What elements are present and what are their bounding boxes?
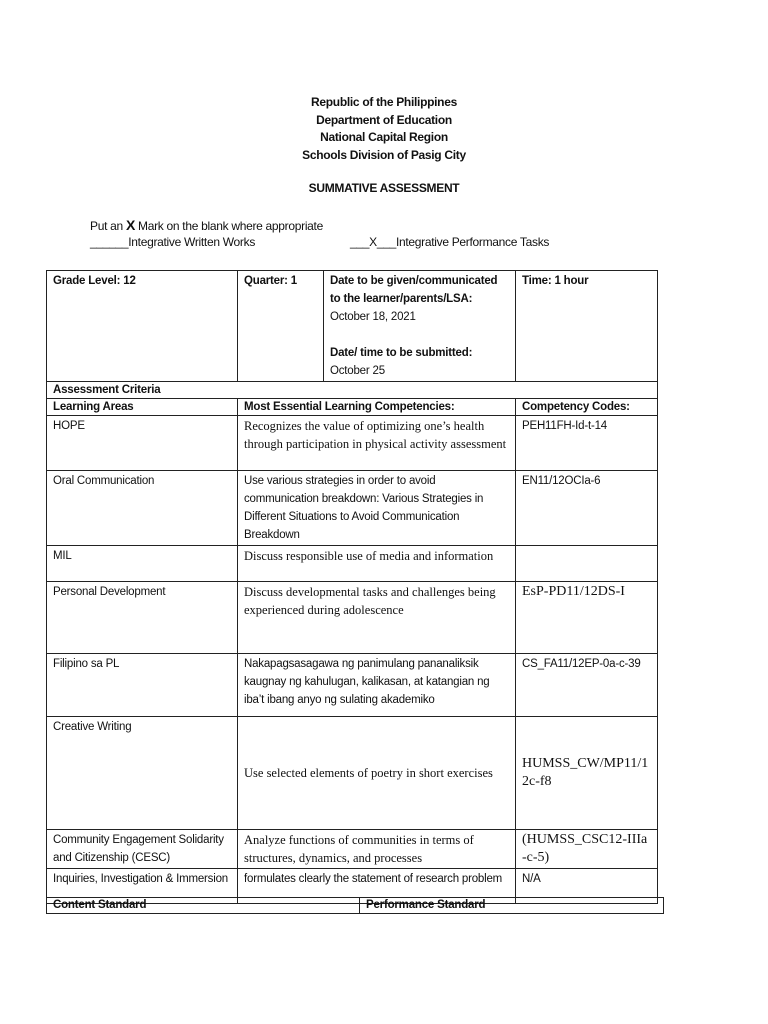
header-line-3: National Capital Region xyxy=(320,130,448,144)
date-label: Date to be given/communicated to the learner/parents/LSA: xyxy=(330,275,498,305)
codes-header: Competency Codes: xyxy=(516,399,658,416)
learning-area-cell: HOPE xyxy=(47,416,238,471)
competency-code-cell xyxy=(516,546,658,582)
learning-area-cell: MIL xyxy=(47,546,238,582)
option-performance-blank: ___X___ xyxy=(350,235,396,249)
competency-cell: Use various strategies in order to avoid communication breakdown: Various Strategies in Different Situations to Avoid Communication Breakdown xyxy=(238,471,516,546)
table-row xyxy=(47,546,658,582)
option-written-label: Integrative Written Works xyxy=(128,235,256,249)
option-performance-tasks xyxy=(350,235,549,249)
competencies-header: Most Essential Learning Competencies: xyxy=(238,399,516,416)
submit-label: Date/ time to be submitted: xyxy=(330,347,473,359)
option-written-blank: ______ xyxy=(90,235,129,249)
option-written-works xyxy=(90,235,255,249)
competency-code-cell: N/A xyxy=(516,869,658,904)
date-value: October 18, 2021 xyxy=(330,311,416,323)
learning-area-cell: Oral Communication xyxy=(47,471,238,546)
document-title: SUMMATIVE ASSESSMENT xyxy=(308,181,460,195)
competency-code-cell: EsP-PD11/12DS-I xyxy=(516,582,658,654)
table-row xyxy=(47,416,658,471)
competency-cell: Nakapagsasagawa ng panimulang pananaliksik kaugnay ng kahulugan, kalikasan, at katangian ng iba’t ibang anyo ng sulating akademiko xyxy=(238,654,516,717)
competency-cell: Use selected elements of poetry in short exercises xyxy=(238,717,516,830)
time-cell: Time: 1 hour xyxy=(516,271,658,382)
standards-row xyxy=(47,898,664,914)
submit-value: October 25 xyxy=(330,365,385,377)
header-line-1: Republic of the Philippines xyxy=(311,95,457,109)
competency-code-cell: HUMSS_CW/MP11/12c-f8 xyxy=(516,717,658,830)
content-standard-cell: Content Standard xyxy=(47,898,360,914)
header-line-4: Schools Division of Pasig City xyxy=(302,147,466,162)
competency-cell: Discuss responsible use of media and information xyxy=(238,546,516,582)
assessment-table xyxy=(46,270,658,904)
competency-code-cell: (HUMSS_CSC12-IIIa-c-5) xyxy=(516,830,658,869)
competency-cell: Analyze functions of communities in terms of structures, dynamics, and processes xyxy=(238,830,516,869)
assessment-criteria-cell: Assessment Criteria xyxy=(47,382,658,399)
performance-standard-cell: Performance Standard xyxy=(360,898,664,914)
instruction-line xyxy=(90,217,323,233)
assessment-criteria-row xyxy=(47,382,658,399)
learning-area-cell: Creative Writing xyxy=(47,717,238,830)
learning-area-cell: Community Engagement Solidarity and Citizenship (CESC) xyxy=(47,830,238,869)
competency-cell: Discuss developmental tasks and challenges being experienced during adolescence xyxy=(238,582,516,654)
competency-code-cell: CS_FA11/12EP-0a-c-39 xyxy=(516,654,658,717)
instruction-post: Mark on the blank where appropriate xyxy=(134,219,323,233)
learning-area-cell: Personal Development xyxy=(47,582,238,654)
competency-code-cell: EN11/12OCIa-6 xyxy=(516,471,658,546)
grade-level-cell: Grade Level: 12 xyxy=(47,271,238,382)
table-row xyxy=(47,830,658,869)
document-header xyxy=(0,94,768,164)
competency-cell: formulates clearly the statement of research problem xyxy=(238,869,516,904)
competency-code-cell: PEH11FH-Id-t-14 xyxy=(516,416,658,471)
quarter-cell: Quarter: 1 xyxy=(238,271,324,382)
option-performance-label: Integrative Performance Tasks xyxy=(395,235,550,249)
standards-table xyxy=(46,897,664,914)
learning-area-cell: Inquiries, Investigation & Immersion xyxy=(47,869,238,904)
header-line-2: Department of Education xyxy=(316,112,452,127)
info-row xyxy=(47,271,658,382)
instruction-pre: Put an xyxy=(90,219,126,233)
table-row xyxy=(47,471,658,546)
competency-cell: Recognizes the value of optimizing one’s health through participation in physical activity assessment xyxy=(238,416,516,471)
learning-area-cell: Filipino sa PL xyxy=(47,654,238,717)
table-row xyxy=(47,654,658,717)
column-header-row xyxy=(47,399,658,416)
table-row xyxy=(47,717,658,830)
learning-areas-header: Learning Areas xyxy=(47,399,238,416)
table-row xyxy=(47,582,658,654)
date-cell xyxy=(324,271,516,382)
instruction-mark: X xyxy=(125,217,135,233)
